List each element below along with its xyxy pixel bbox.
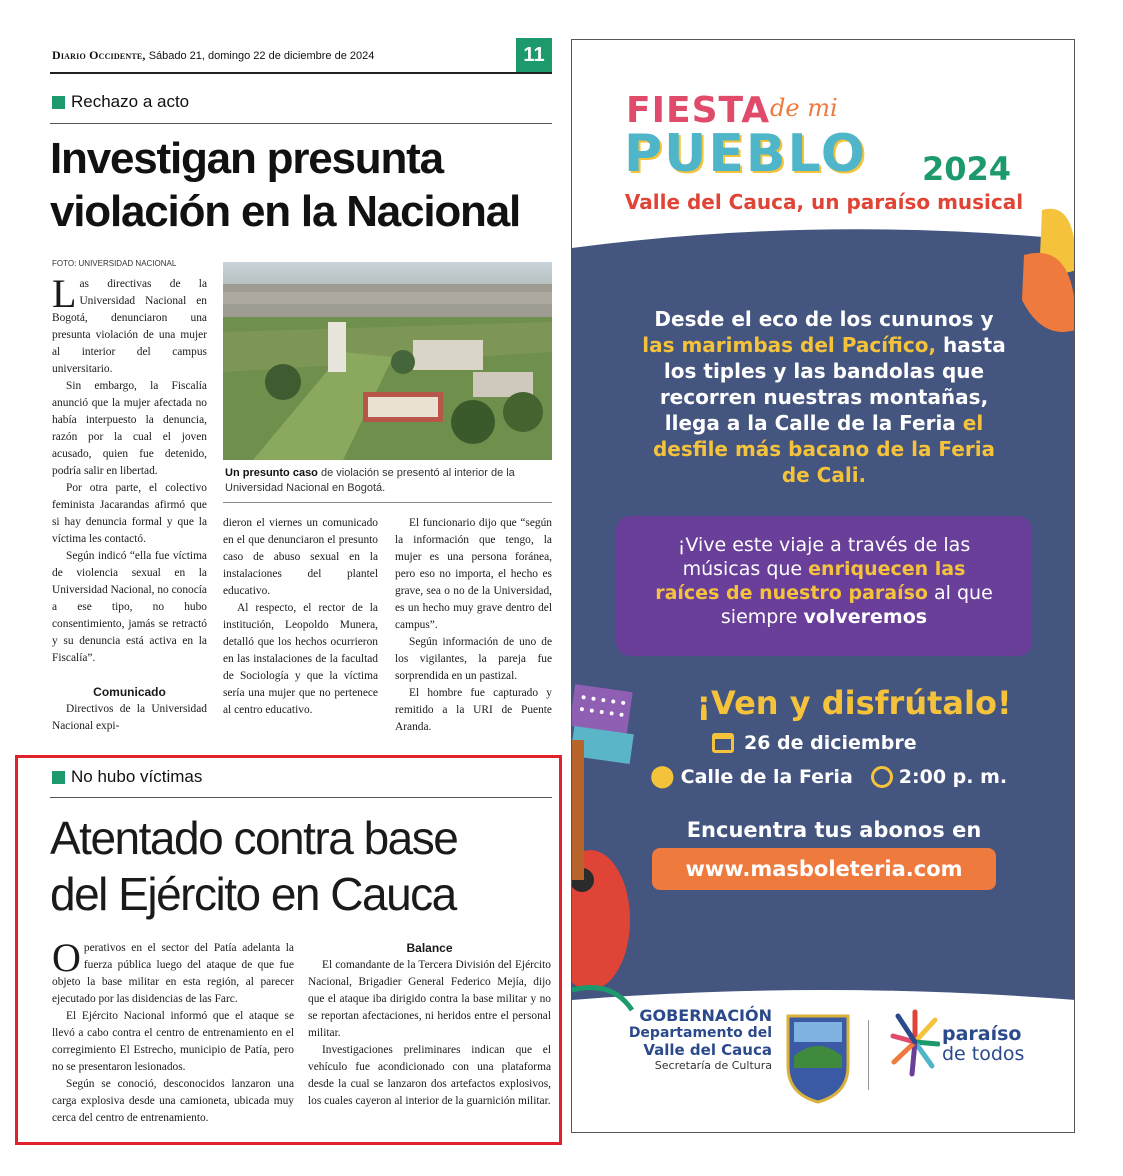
photo-credit: FOTO: UNIVERSIDAD NACIONAL (52, 259, 177, 268)
paragraph-text: as directivas de la Universidad Nacional en Bogotá, denunciaron una presunta violación de una mujer al interior del campus universitario. (52, 278, 207, 375)
paraiso-burst-icon (890, 1002, 940, 1082)
ad-body-span: hasta (936, 333, 1006, 357)
paragraph: Directivos de la Universidad Nacional expi- (52, 703, 207, 732)
page-number: 11 (516, 38, 552, 72)
section-tag (52, 767, 202, 787)
ad-box-line (616, 605, 1032, 629)
paragraph-text: perativos en el sector del Patía adelanta la fuerza pública luego del ataque de que fue objeto la base militar en esta región, al parecer ejecutado por las disidencias de las Farc. (52, 942, 294, 1005)
drop-cap: L (52, 271, 77, 316)
ad-highlight: de Cali. (781, 463, 867, 487)
ad-box-span: siempre (720, 606, 804, 628)
paragraph (52, 271, 207, 378)
ad-box-span: al que (927, 582, 993, 604)
caption-rule (223, 502, 552, 503)
article-column (52, 271, 207, 735)
tickets-label: Encuentra tus abonos en (686, 818, 982, 842)
headline-line: Atentado contra base (50, 812, 458, 864)
festival-title-pueblo: PUEBLO (624, 124, 867, 184)
clock-icon (871, 766, 893, 788)
ad-highlight: enriquecen las (808, 558, 966, 580)
ad-highlight: raíces de nuestro paraíso (655, 582, 928, 604)
ad-body-text (592, 306, 1056, 488)
drop-cap: O (52, 935, 81, 980)
ad-message-box (616, 516, 1032, 656)
headline-line: Investigan presunta (50, 134, 443, 183)
ad-box-line: ¡Vive este viaje a través de las (677, 534, 971, 556)
ad-box-line (616, 581, 1032, 605)
section-tag-label: No hubo víctimas (71, 767, 203, 786)
paragraph: Al respecto, el rector de la institución, Leopoldo Munera, detalló que los hechos ocurrieron en las instalaciones de la facultad de Sociología y que la víctima sería una mujer que no pertenece al centro educativo. (223, 602, 378, 716)
gov-valle: Valle del Cauca (643, 1041, 772, 1059)
tickets-url-button[interactable]: www.masboleteria.com (652, 848, 996, 890)
article-column (223, 515, 378, 719)
festival-year: 2024 (922, 150, 1012, 188)
brand-line: de todos (942, 1043, 1025, 1065)
calendar-icon (712, 733, 734, 753)
coat-of-arms-icon (784, 1006, 852, 1106)
festival-title-demi: de mi (770, 94, 838, 122)
paragraph: Investigaciones preliminares indican que el vehículo fue acondicionado con una plataforma desde la cual se lanzaron dos artefactos explosivos, los cuales cayeron al interior de la guarnición militar. (308, 1044, 551, 1107)
headline-line: violación en la Nacional (50, 187, 521, 236)
logo-divider (868, 1020, 869, 1090)
festival-title-fiesta: FIESTA (626, 90, 771, 131)
campus-aerial-photo (223, 262, 552, 460)
campus-photo-illustration (223, 262, 552, 460)
paragraph: dieron el viernes un comunicado en el que denunciaron el presunto caso de abuso sexual en la instalaciones del plantel educativo. (223, 517, 378, 597)
tag-square-icon (52, 771, 65, 784)
ad-box-line (616, 557, 1032, 581)
ad-box-emph: volveremos (803, 606, 928, 628)
article-column (52, 935, 294, 1127)
paragraph: El hombre fue capturado y remitido a la URI de Puente Aranda. (395, 687, 552, 733)
event-place-time (650, 764, 1007, 789)
subheading: Balance (406, 941, 453, 955)
location-pin-icon: ⬤ (650, 764, 675, 789)
brand-line: paraíso (942, 1023, 1022, 1045)
article-column (395, 515, 552, 736)
gov-dept: Departamento del (628, 1025, 772, 1041)
section-tag (52, 92, 189, 112)
photo-caption (225, 466, 552, 496)
article-headline (50, 810, 560, 922)
newspaper-name: Diario Occidente, (52, 48, 146, 62)
paragraph: Según información de uno de los vigilantes, la pareja fue sorprendida en un pastizal. (395, 636, 552, 682)
advertisement (571, 39, 1075, 1133)
caption-lead: Un presunto caso (225, 467, 318, 479)
section-rule (50, 123, 552, 124)
paragraph: Por otra parte, el colectivo feminista Jacarandas afirmó que si hay denuncia formal y que la víctima les contactó. (52, 482, 207, 545)
issue-date: Sábado 21, domingo 22 de diciembre de 2024 (148, 50, 375, 62)
ad-body-span: llega a la Calle de la Feria (664, 411, 963, 435)
section-tag-label: Rechazo a acto (71, 92, 190, 111)
ad-highlight: las marimbas del Pacífico, (642, 333, 937, 357)
section-rule (50, 797, 552, 798)
ad-body-line (592, 332, 1056, 358)
event-place-text: Calle de la Feria (680, 765, 853, 788)
tag-square-icon (52, 96, 65, 109)
paragraph: Según indicó “ella fue víctima de violencia sexual en la Universidad Nacional, no conocía a ese tipo, no hubo consentimiento, jamás se retractó y su denuncia está activa en la Fiscalía”. (52, 550, 207, 664)
ad-highlight: el (962, 411, 984, 435)
paragraph: Según se conoció, desconocidos lanzaron una carga explosiva desde una camioneta, ubicada muy cerca del centro de entrenamiento. (52, 1078, 294, 1124)
paraiso-brand (942, 1024, 1024, 1064)
ad-body-line: los tiples y las bandolas que (663, 359, 985, 383)
ad-body-line (592, 410, 1056, 436)
gov-title: GOBERNACIÓN (639, 1006, 772, 1025)
ad-body-line: recorren nuestras montañas, (659, 385, 989, 409)
subheading: Comunicado (93, 685, 166, 699)
ad-cta: ¡Ven y disfrútalo! (696, 684, 1012, 722)
governor-logo-text (626, 1006, 772, 1072)
article-headline (50, 132, 555, 238)
ad-highlight: desfile más bacano de la Feria (652, 437, 996, 461)
paragraph (52, 935, 294, 1008)
caption-text: de violación se presentó al interior de la Universidad Nacional en Bogotá. (225, 467, 515, 494)
event-date (712, 732, 917, 754)
paragraph: El comandante de la Tercera División del Ejército Nacional, Brigadier General Federico Mejía, dijo que el ataque iba dirigido contra la base militar y no se reportan afectaciones, ni heridos entre el personal militar. (308, 959, 551, 1039)
article-column (308, 940, 551, 1110)
paragraph: El funcionario dijo que “según la información que tengo, la mujer es una persona foránea, pero eso no importa, el hecho es grave, sea o no de la Universidad, es un hecho muy grave dentro del campus”. (395, 517, 552, 631)
event-date-text: 26 de diciembre (744, 732, 917, 754)
paragraph: Sin embargo, la Fiscalía anunció que la mujer afectada no había interpuesto la denuncia, razón por la cual el joven acusado, quien fue detenido, podría salir en libertad. (52, 380, 207, 477)
ad-body-line: Desde el eco de los cununos y (654, 307, 994, 331)
headline-line: del Ejército en Cauca (50, 868, 456, 920)
event-time-text: 2:00 p. m. (898, 765, 1008, 788)
ad-box-span: músicas que (682, 558, 809, 580)
paragraph: El Ejército Nacional informó que el ataque se llevó a cabo contra el centro de entrenamiento en el corregimiento El Estrecho, municipio de Patía, pero no se presentaron lesionados. (52, 1010, 294, 1073)
festival-slogan: Valle del Cauca, un paraíso musical (624, 190, 1024, 214)
page-header (52, 48, 374, 63)
header-rule (50, 72, 552, 74)
gov-sec: Secretaría de Cultura (654, 1059, 772, 1072)
